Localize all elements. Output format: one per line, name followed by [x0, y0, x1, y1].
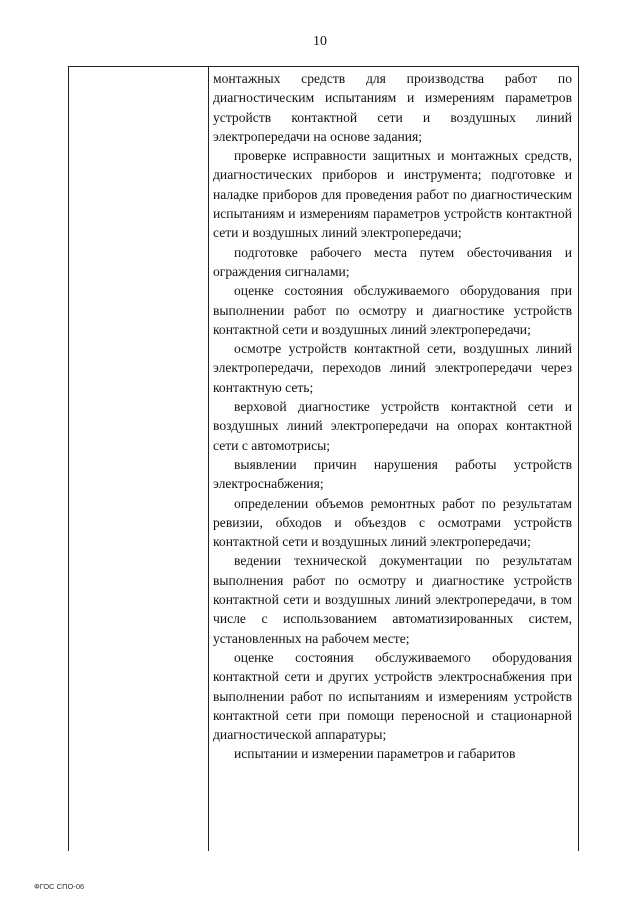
paragraph: оценке состояния обслуживаемого оборудования контактной сети и других устройств электроснабжения при выполнении работ по испытаниям и измерениям устройств контактной сети при помощи переносной и стационарной диагностической аппаратуры; [213, 649, 572, 743]
paragraph: монтажных средств для производства работ по диагностическим испытаниям и измерениям параметров устройств контактной сети и воздушных линий электропередачи на основе задания; [213, 71, 572, 144]
page-number: 10 [313, 34, 327, 49]
paragraph: осмотре устройств контактной сети, воздушных линий электропередачи, переходов линий электропередачи через контактную сеть; [213, 341, 572, 395]
paragraph: испытании и измерении параметров и габаритов [234, 746, 516, 762]
table-right-cell [210, 67, 578, 851]
paragraph: оценке состояния обслуживаемого оборудования при выполнении работ по осмотру и диагностике устройств контактной сети и воздушных линий электропередачи; [213, 283, 572, 337]
paragraph: ведении технической документации по результатам выполнения работ по осмотру и диагностике устройств контактной сети и воздушных линий электропередачи, в том числе с использованием автоматизированных систем, установленных на рабочем месте; [213, 553, 572, 646]
footer-code: ФГОС СПО-06 [34, 882, 85, 891]
paragraph: верховой диагностике устройств контактной сети и воздушных линий электропередачи на опорах контактной сети с автомотрисы; [213, 399, 572, 453]
paragraph: проверке исправности защитных и монтажных средств, диагностических приборов и инструмента; подготовке и наладке приборов для проведения работ по диагностическим испытаниям и измерениям параметров устройств контактной сети и воздушных линий электропередачи; [213, 148, 572, 241]
paragraph: подготовке рабочего места путем обесточивания и ограждения сигналами; [213, 244, 572, 279]
paragraph: определении объемов ремонтных работ по результатам ревизии, обходов и объездов с осмотрами устройств контактной сети и воздушных линий электропередачи; [213, 495, 572, 550]
paragraph: выявлении причин нарушения работы устройств электроснабжения; [213, 456, 572, 492]
content-table [68, 66, 579, 851]
table-left-cell [69, 67, 209, 851]
